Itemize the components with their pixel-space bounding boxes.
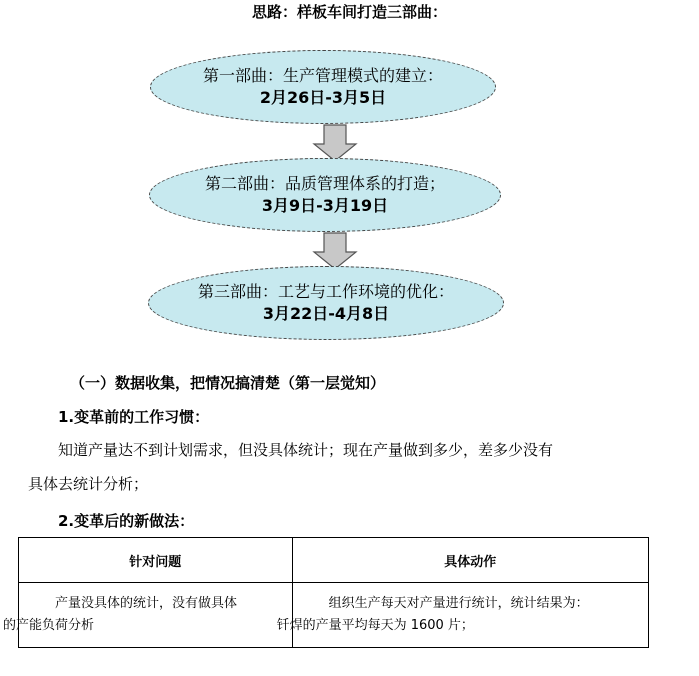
table-header-action: 具体动作 (292, 538, 648, 583)
page-title: 思路：样板车间打造三部曲： (251, 3, 447, 21)
problem-line-1: 产量没具体的统计，没有做具体 (55, 596, 238, 611)
phase-3-name: 第三部曲：工艺与工作环境的优化： (197, 282, 454, 301)
table-row (19, 583, 649, 648)
item1-text-line2: 具体去统计分析； (28, 475, 149, 493)
down-arrow-icon (312, 232, 358, 270)
action-line-1: 组织生产每天对产量进行统计，统计结果为： (328, 596, 589, 611)
phase-2-name: 第二部曲：品质管理体系的打造； (204, 174, 445, 193)
table-cell-action (276, 583, 648, 648)
item1-heading: 1.变革前的工作习惯： (58, 408, 210, 426)
phase-ellipse-1 (150, 50, 496, 124)
phase-ellipse-3 (148, 266, 504, 340)
phase-1-name: 第一部曲：生产管理模式的建立： (202, 66, 443, 85)
item1-text-line1: 知道产量达不到计划需求，但没具体统计；现在产量做到多少，差多少没有 (58, 441, 554, 459)
section-heading: （一）数据收集，把情况搞清楚（第一层觉知） (70, 374, 386, 392)
table-cell-problem (3, 583, 293, 648)
item2-heading: 2.变革后的新做法： (58, 512, 195, 530)
phase-ellipse-2 (149, 158, 501, 232)
phase-1-dates: 2月26日-3月5日 (259, 88, 387, 107)
problem-action-table (3, 537, 649, 648)
table-header-problem: 针对问题 (19, 538, 293, 583)
table-header-row (19, 538, 649, 583)
down-arrow-icon (312, 124, 358, 162)
action-line-2: 钎焊的产量平均每天为 1600 片； (276, 618, 474, 633)
phase-3-dates: 3月22日-4月8日 (262, 304, 390, 323)
phase-2-dates: 3月9日-3月19日 (261, 196, 389, 215)
problem-line-2: 的产能负荷分析 (3, 618, 95, 633)
